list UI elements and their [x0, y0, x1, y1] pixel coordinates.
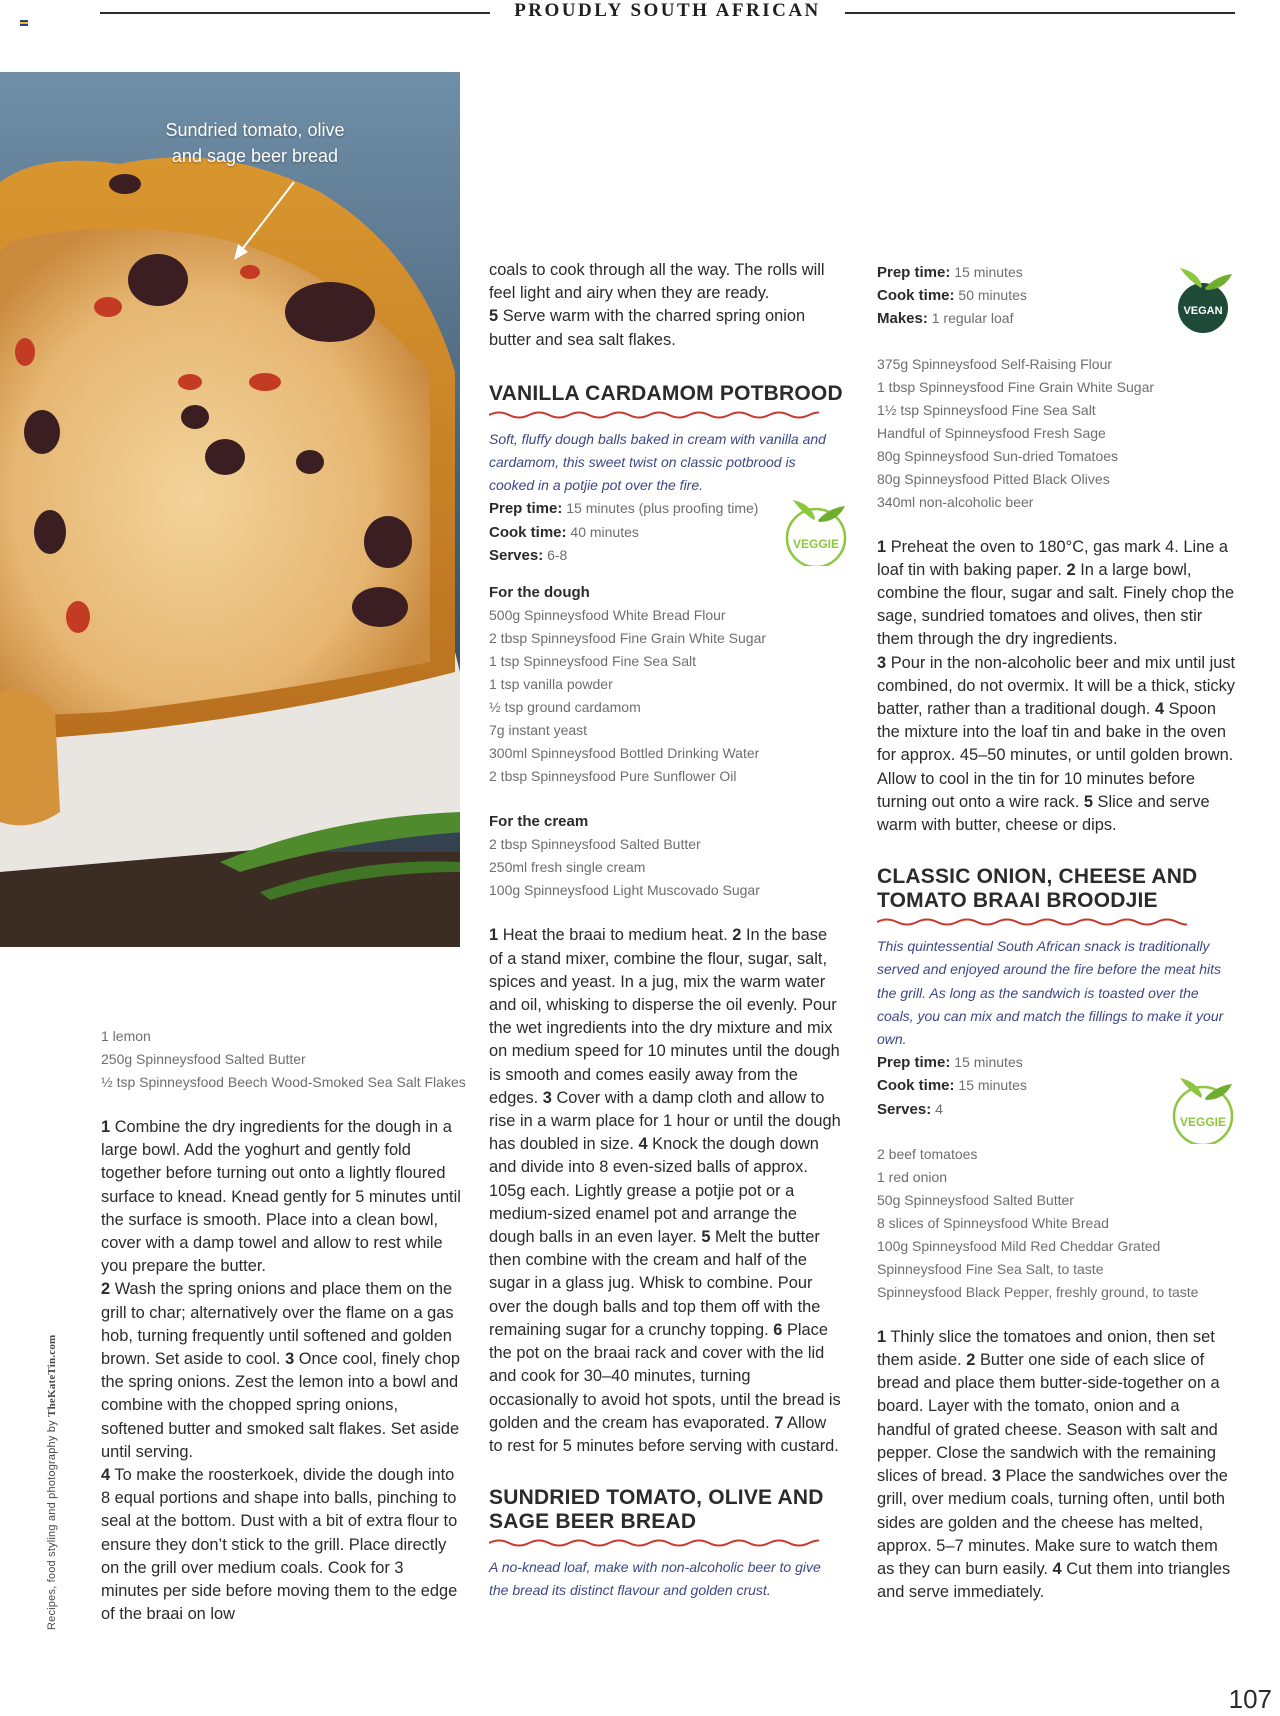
step-text: Knock the dough down and divide into 8 even-sized balls of approx. 105g each. Lightly grease a potjie pot or a medium-sized enamel pot and arrange the dough balls in an even layer.	[489, 1135, 819, 1247]
step-number: 4	[101, 1466, 111, 1485]
list-item: 80g Spinneysfood Sun-dried Tomatoes	[877, 447, 1119, 464]
step-number: 6	[773, 1320, 783, 1339]
list-item: 2 beef tomatoes	[877, 1145, 978, 1162]
header-rule-left	[100, 12, 490, 14]
title-line: SAGE BEER BREAD	[489, 1510, 697, 1534]
meta-value: 15 minutes	[958, 1077, 1027, 1094]
list-item: 300ml Spinneysfood Bottled Drinking Water	[489, 745, 760, 762]
list-item: 500g Spinneysfood White Bread Flour	[489, 607, 726, 624]
wave-divider	[489, 410, 819, 420]
step-number: 2	[966, 1351, 976, 1370]
meta-value: 4	[935, 1100, 943, 1117]
column-2	[489, 259, 844, 1603]
veggie-badge	[783, 500, 849, 566]
meta-value: 15 minutes	[954, 1054, 1023, 1071]
list-item: 250g Spinneysfood Salted Butter	[101, 1051, 306, 1067]
page-number: 107	[1228, 1684, 1272, 1714]
meta-value: 40 minutes	[570, 523, 639, 540]
list-item: 1 tsp Spinneysfood Fine Sea Salt	[489, 653, 697, 670]
step-text: Heat the braai to medium heat.	[502, 926, 728, 945]
photo-caption: Sundried tomato, olive and sage beer bread	[165, 120, 345, 166]
list-item: 8 slices of Spinneysfood White Bread	[877, 1214, 1109, 1231]
meta-value: 1 regular loaf	[931, 310, 1014, 327]
step-number: 7	[774, 1413, 784, 1432]
list-item: Spinneysfood Fine Sea Salt, to taste	[877, 1260, 1104, 1277]
recipe-intro: Soft, fluffy dough balls baked in cream with vanilla and cardamom, this sweet twist on classic potbrood is cooked in a potjie pot over the fire.	[489, 430, 826, 494]
step-text: Slice and serve warm with butter, cheese or dips.	[877, 792, 1210, 835]
bread-photo	[0, 72, 460, 947]
step-text: Place the sandwiches over the grill, over medium coals, turning often, until both sides are golden and the cheese has melted, approx. 5–7 minutes. Make sure to watch them as they can burn easily.	[877, 1467, 1228, 1578]
meta-value: 50 minutes	[958, 287, 1027, 304]
list-item: 250ml fresh single cream	[489, 859, 646, 876]
step-text: Wash the spring onions and place them on the grill to char; alternatively over the flame on a gas hob, turning frequently until softened and golden brown. Set aside to cool.	[101, 1280, 454, 1369]
step-number: 4	[1154, 700, 1165, 719]
meta-label: Serves:	[877, 1100, 932, 1118]
veggie-badge	[1170, 1078, 1236, 1144]
list-item: 1 red onion	[877, 1168, 948, 1185]
list-item: 2 tbsp Spinneysfood Pure Sunflower Oil	[489, 768, 737, 785]
column-1	[101, 1025, 466, 1626]
meta-label: Prep time:	[877, 1054, 951, 1072]
list-item: 1 tsp vanilla powder	[489, 676, 613, 693]
page-header	[100, 0, 1235, 26]
list-item: 2 tbsp Spinneysfood Fine Grain White Sugar	[489, 630, 767, 647]
recipe-title: VANILLA CARDAMOM POTBROOD	[489, 381, 843, 405]
step-text: In a large bowl, combine the flour, sugar and salt. Finely chop the sage, sundried tomatoes and olives, then stir them through the dry ingredients.	[877, 560, 1235, 649]
step-text: Melt the butter then combine with the cream and half of the sugar in a glass jug. Whisk to combine. Pour over the dough balls and top them off with the remaining sugar for a crunchy topping.	[489, 1228, 821, 1339]
step-number: 5	[1083, 792, 1093, 811]
list-item: 2 tbsp Spinneysfood Salted Butter	[489, 836, 701, 853]
title-line: TOMATO BRAAI BROODJIE	[877, 889, 1158, 913]
step-text: Combine the dry ingredients for the dough in a large bowl. Add the yoghurt and gently fold together before turning out onto a lightly floured surface to knead. Knead gently for 5 minutes until the surface is smooth. Place into a clean bowl, cover with a damp towel and allow to rest while you prepare the butter.	[101, 1118, 461, 1276]
flag-icon	[20, 20, 28, 26]
step-number: 5	[489, 307, 499, 326]
step-number: 3	[991, 1467, 1001, 1486]
cream-ingredient-list	[489, 833, 844, 902]
step-number: 3	[542, 1088, 552, 1107]
broodjie-ingredient-list	[877, 1143, 1237, 1304]
list-item: 1 lemon	[101, 1028, 151, 1044]
meta-label: Makes:	[877, 310, 928, 328]
list-item: 100g Spinneysfood Light Muscovado Sugar	[489, 882, 760, 899]
meta-value: 15 minutes (plus proofing time)	[566, 500, 759, 517]
list-item: 1 tbsp Spinneysfood Fine Grain White Sugar	[877, 378, 1155, 395]
wave-divider	[489, 1538, 819, 1548]
step-number: 4	[1052, 1559, 1062, 1578]
meta-label: Prep time:	[489, 500, 563, 518]
step-number: 1	[489, 926, 499, 945]
meta-value: 6-8	[547, 546, 568, 563]
beer-bread-method	[877, 536, 1237, 838]
step-number: 4	[638, 1135, 648, 1154]
vegan-badge	[1170, 268, 1236, 334]
section-title: PROUDLY SOUTH AFRICAN	[514, 0, 821, 21]
step-text: Butter one side of each slice of bread and place them butter-side-together on a board. Layer with the tomato, onion and a handful of grated cheese. Season with salt and pepper. Close the sandwich with the remaining slices of bread.	[877, 1351, 1220, 1486]
step-text: Pour in the non-alcoholic beer and mix until just combined, do not overmix. It will be a thick, sticky batter, rather than a traditional dough.	[877, 653, 1236, 719]
meta-label: Cook time:	[489, 523, 567, 541]
meta-label: Cook time:	[877, 1077, 955, 1095]
step-text: Spoon the mixture into the loaf tin and bake in the oven for approx. 45–50 minutes, or until golden brown. Allow to cool in the tin for 10 minutes before turning out onto a wire rack.	[877, 700, 1234, 811]
title-line: SUNDRIED TOMATO, OLIVE AND	[489, 1486, 824, 1510]
step-number: 5	[701, 1228, 711, 1247]
step-number: 2	[101, 1280, 111, 1299]
list-item: ½ tsp ground cardamom	[489, 699, 641, 716]
credit-text: Recipes, food styling and photography by	[46, 1420, 58, 1630]
list-item: 80g Spinneysfood Pitted Black Olives	[877, 470, 1110, 487]
broodjie-method	[877, 1326, 1237, 1604]
roosterkoek-method-continued	[489, 259, 844, 352]
list-item: 100g Spinneysfood Mild Red Cheddar Grated	[877, 1237, 1161, 1254]
recipe-title	[489, 1486, 844, 1534]
step-number: 3	[877, 653, 887, 672]
list-item: Handful of Spinneysfood Fresh Sage	[877, 424, 1106, 441]
step-text: Once cool, finely chop the spring onions. Zest the lemon into a bowl and combine with the chopped spring onions, softened butter and smoked salt flakes. Set aside until serving.	[101, 1350, 461, 1461]
meta-label: Cook time:	[877, 287, 955, 305]
subheading: For the cream	[489, 813, 589, 831]
step-text: coals to cook through all the way. The rolls will feel light and airy when they are ready.	[489, 261, 825, 303]
list-item: 1½ tsp Spinneysfood Fine Sea Salt	[877, 401, 1096, 418]
meta-label: Prep time:	[877, 264, 951, 281]
dough-ingredient-list	[489, 604, 844, 788]
step-text: Serve warm with the charred spring onion butter and sea salt flakes.	[489, 307, 806, 349]
step-number: 1	[877, 537, 887, 556]
wave-divider	[877, 917, 1187, 927]
step-text: Cut them into triangles and serve immediately.	[877, 1559, 1231, 1602]
list-item: Spinneysfood Black Pepper, freshly ground, to taste	[877, 1283, 1199, 1300]
badge-label: VEGAN	[1183, 305, 1223, 317]
bread-illustration	[0, 72, 460, 947]
step-text: Allow to rest for 5 minutes before serving with custard.	[489, 1413, 839, 1455]
meta-value: 15 minutes	[954, 264, 1023, 280]
photo-credit	[46, 1335, 58, 1630]
step-number: 1	[877, 1327, 887, 1346]
recipe-intro: This quintessential South African snack is traditionally served and enjoyed around the fire before the meat hits the grill. As long as the sandwich is toasted over the coals, you can mix and match the fillings to make it your own.	[877, 938, 1224, 1048]
list-item: ½ tsp Spinneysfood Beech Wood-Smoked Sea Salt Flakes	[101, 1074, 466, 1090]
list-item: 375g Spinneysfood Self-Raising Flour	[877, 355, 1113, 372]
list-item: 340ml non-alcoholic beer	[877, 493, 1034, 510]
badge-label: VEGGIE	[792, 537, 840, 551]
credit-site: TheKateTin.com	[46, 1334, 58, 1417]
step-number: 2	[1066, 560, 1076, 579]
title-line: CLASSIC ONION, CHEESE AND	[877, 865, 1198, 889]
step-number: 3	[285, 1350, 295, 1369]
butter-ingredient-list	[101, 1025, 466, 1094]
step-text: Cover with a damp cloth and allow to rise in a warm place for 1 hour or until the dough has doubled in size.	[489, 1088, 841, 1154]
recipe-intro: A no-knead loaf, make with non-alcoholic beer to give the bread its distinct flavour and golden crust.	[489, 1559, 821, 1599]
step-text: Preheat the oven to 180°C, gas mark 4. Line a loaf tin with baking paper.	[877, 537, 1228, 579]
list-item: 7g instant yeast	[489, 722, 588, 739]
header-rule-right	[845, 12, 1235, 14]
potbrood-method	[489, 924, 844, 1458]
step-text: Place the pot on the braai rack and cover with the lid and cook for 30–40 minutes, turning occasionally to avoid hot spots, until the bread is golden and the cream has evaporated.	[489, 1320, 841, 1432]
badge-label: VEGGIE	[1179, 1115, 1227, 1129]
subheading: For the dough	[489, 584, 590, 602]
step-text: In the base of a stand mixer, combine the flour, sugar, salt, spices and yeast. In a jug, mix the warm water and oil, whisking to disperse the oil evenly. Pour the wet ingredients into the dry mixture and mix on medium speed for 10 minutes until the dough is smooth and comes easily away from the edges.	[489, 926, 840, 1107]
step-text: Thinly slice the tomatoes and onion, then set them aside.	[877, 1327, 1215, 1370]
recipe-title	[877, 865, 1237, 913]
list-item: 50g Spinneysfood Salted Butter	[877, 1191, 1074, 1208]
step-number: 2	[732, 926, 742, 945]
meta-label: Serves:	[489, 546, 544, 564]
column-3	[877, 261, 1237, 1604]
step-number: 1	[101, 1118, 111, 1136]
bread-ingredient-list	[877, 353, 1237, 514]
roosterkoek-method	[101, 1116, 461, 1626]
step-text: To make the roosterkoek, divide the dough into 8 equal portions and shape into balls, pinching to seal at the bottom. Dust with a bit of extra flour to ensure they don’t stick to the grill. Place directly on the grill over medium coals. Cook for 3 minutes per side before moving them to the edge of the braai on low	[101, 1466, 458, 1624]
